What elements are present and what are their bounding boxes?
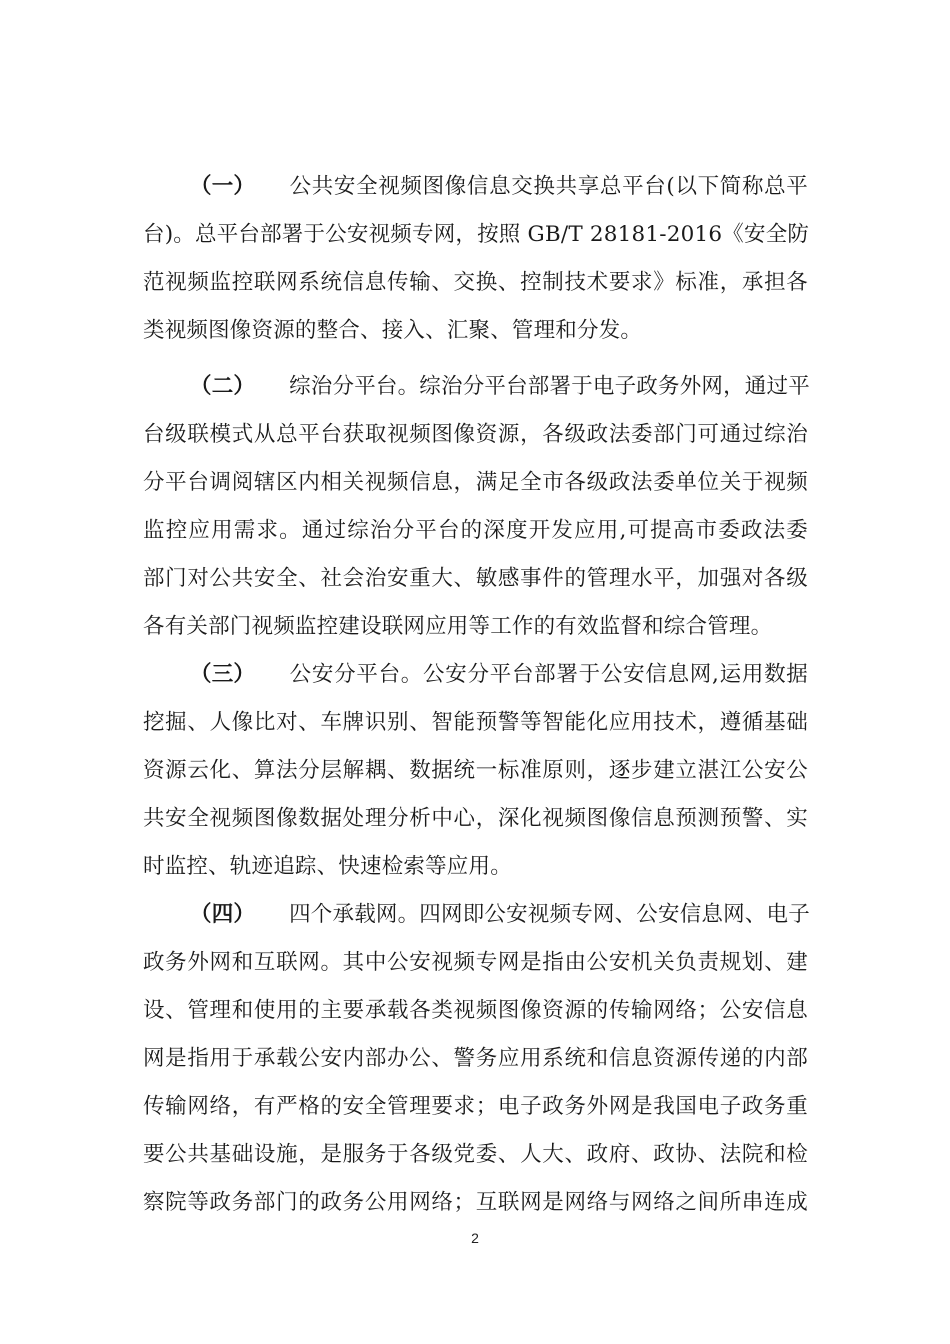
paragraph-2-line-5: 部门对公共安全、社会治安重大、敏感事件的管理水平，加强对各级 — [143, 566, 808, 591]
paragraph-3-line-3: 资源云化、算法分层解耦、数据统一标准原则，逐步建立湛江公安公 — [143, 758, 808, 783]
paragraph-1-line-4: 类视频图像资源的整合、接入、汇聚、管理和分发。 — [143, 318, 643, 343]
paragraph-2-line-6: 各有关部门视频监控建设联网应用等工作的有效监督和综合管理。 — [143, 614, 773, 639]
paragraph-4-line-1 — [190, 897, 808, 933]
paragraph-4-line-5: 传输网络，有严格的安全管理要求；电子政务外网是我国电子政务重 — [143, 1094, 808, 1119]
paragraph-4-heading: （四） — [190, 902, 256, 927]
paragraph-3-heading: （三） — [190, 662, 256, 687]
paragraph-4-line-3: 设、管理和使用的主要承载各类视频图像资源的传输网络；公安信息 — [143, 998, 808, 1023]
paragraph-2-line-2: 台级联模式从总平台获取视频图像资源，各级政法委部门可通过综治 — [143, 422, 808, 447]
page-number: 2 — [471, 1230, 479, 1246]
paragraph-4-line-1-text: 四个承载网。四网即公安视频专网、公安信息网、电子 — [289, 902, 810, 927]
paragraph-3-line-1 — [190, 657, 808, 693]
paragraph-2-line-3: 分平台调阅辖区内相关视频信息，满足全市各级政法委单位关于视频 — [143, 470, 808, 495]
paragraph-1-heading: （一） — [190, 174, 256, 199]
paragraph-4-line-4: 网是指用于承载公安内部办公、警务应用系统和信息资源传递的内部 — [143, 1046, 808, 1071]
paragraph-3-line-1-text: 公安分平台。公安分平台部署于公安信息网,运用数据 — [289, 662, 808, 687]
paragraph-2-line-4: 监控应用需求。通过综治分平台的深度开发应用,可提高市委政法委 — [143, 518, 808, 543]
paragraph-2-line-1 — [190, 369, 808, 405]
paragraph-3-line-2: 挖掘、人像比对、车牌识别、智能预警等智能化应用技术，遵循基础 — [143, 710, 808, 735]
paragraph-1-line-1 — [190, 169, 808, 205]
paragraph-2-heading: （二） — [190, 374, 256, 399]
paragraph-4-line-7: 察院等政务部门的政务公用网络；互联网是网络与网络之间所串连成 — [143, 1190, 808, 1215]
paragraph-1-line-1-text: 公共安全视频图像信息交换共享总平台(以下简称总平 — [289, 174, 808, 199]
paragraph-4-line-6: 要公共基础设施，是服务于各级党委、人大、政府、政协、法院和检 — [143, 1142, 808, 1167]
paragraph-3-line-5: 时监控、轨迹追踪、快速检索等应用。 — [143, 854, 512, 879]
paragraph-1-line-2: 台)。总平台部署于公安视频专网，按照 GB/T 28181-2016《安全防 — [143, 222, 810, 247]
paragraph-4-line-2: 政务外网和互联网。其中公安视频专网是指由公安机关负责规划、建 — [143, 950, 808, 975]
paragraph-2-line-1-text: 综治分平台。综治分平台部署于电子政务外网，通过平 — [289, 374, 810, 399]
paragraph-3-line-4: 共安全视频图像数据处理分析中心，深化视频图像信息预测预警、实 — [143, 806, 808, 831]
paragraph-1-line-3: 范视频监控联网系统信息传输、交换、控制技术要求》标准，承担各 — [143, 270, 808, 295]
